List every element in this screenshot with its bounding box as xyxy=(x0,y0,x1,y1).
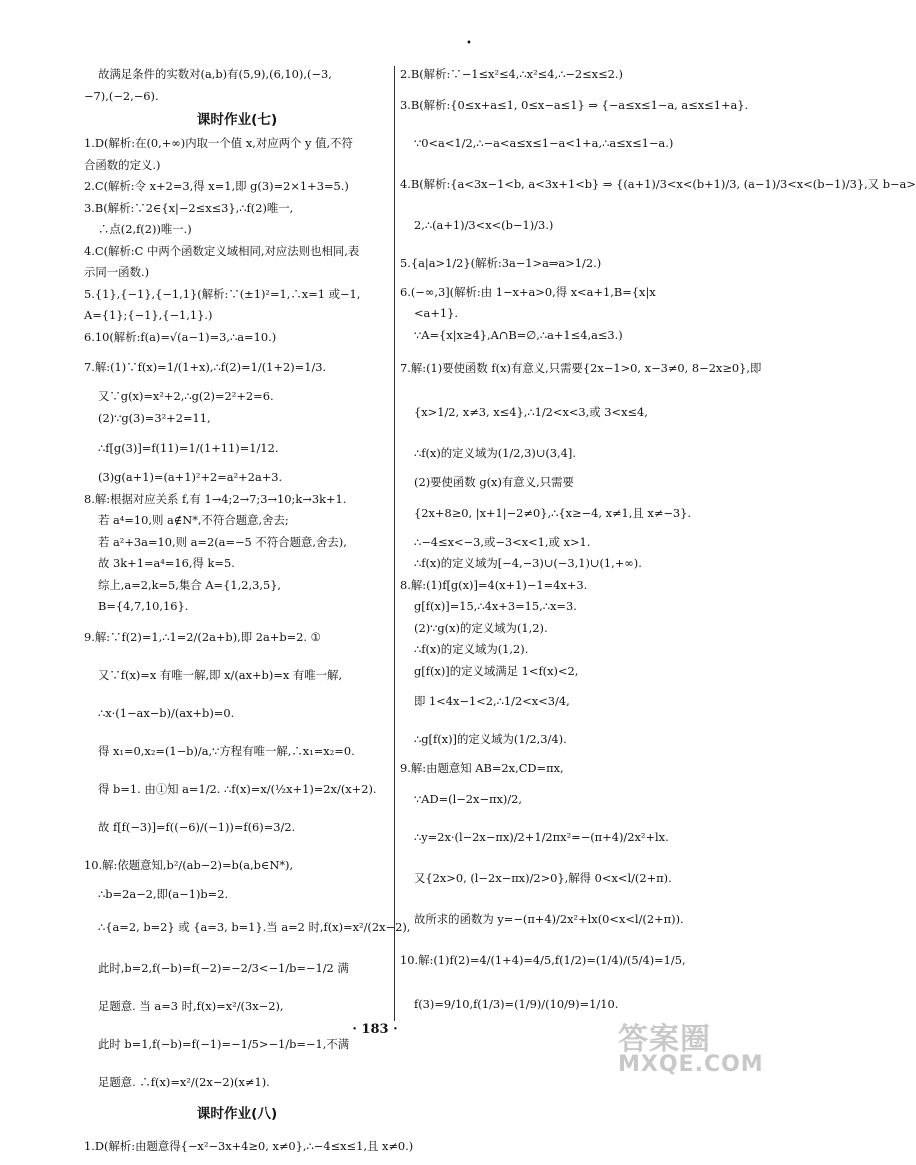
right-column xyxy=(400,64,916,1024)
left-text-line: 2.C(解析:令 x+2=3,得 x=1,即 g(3)=2×1+3=5.) xyxy=(84,179,349,193)
left-text-line: 若 a⁴=10,则 a∉N*,不符合题意,舍去; xyxy=(98,513,289,527)
left-text-line: 8.解:根据对应关系 f,有 1→4;2→7;3→10;k→3k+1. xyxy=(84,491,347,506)
right-text-line: 7.解:(1)要使函数 f(x)有意义,只需要{2x−1>0, x−3≠0, 8−2x≥0},即 xyxy=(400,361,762,375)
left-text-line: 故 f[f(−3)]=f((−6)/(−1))=f(6)=3/2. xyxy=(98,819,296,834)
left-text-line: 6.10(解析:f(a)=√(a−1)=3,∴a=10.) xyxy=(84,329,277,344)
left-text-line: ∴f[g(3)]=f(11)=1/(1+11)=1/12. xyxy=(98,441,279,455)
left-text-line: 故满足条件的实数对(a,b)有(5,9),(6,10),(−3, xyxy=(98,67,332,81)
right-text-line: ∴−4≤x<−3,或−3<x<1,或 x>1. xyxy=(414,534,591,549)
right-text-line: 4.B(解析:{a<3x−1<b, a<3x+1<b} ⇒ {(a+1)/3<x<(b+1)/3, (a−1)/3<x<(b−1)/3},又 b−a> xyxy=(400,176,916,191)
right-text-line: 6.(−∞,3](解析:由 1−x+a>0,得 x<a+1,B={x|x xyxy=(400,284,656,299)
right-text-line: 故所求的函数为 y=−(π+4)/2x²+lx(0<x<l/(2+π)). xyxy=(414,911,684,926)
left-section-title: 课时作业(八) xyxy=(196,1106,278,1122)
right-text-line: ∴y=2x·(l−2x−πx)/2+1/2πx²=−(π+4)/2x²+lx. xyxy=(414,829,669,844)
watermark-bottom-text: MXQE.COM xyxy=(618,1052,764,1077)
right-text-line: ∴f(x)的定义域为(1/2,3)∪(3,4]. xyxy=(414,446,576,460)
right-text-line: ∴f(x)的定义域为[−4,−3)∪(−3,1)∪(1,+∞). xyxy=(414,556,642,570)
left-text-line: 7.解:(1)∵f(x)=1/(1+x),∴f(2)=1/(1+2)=1/3. xyxy=(84,360,327,374)
left-text-line: 4.C(解析:C 中两个函数定义域相同,对应法则也相同,表 xyxy=(84,243,360,258)
left-text-line: 得 x₁=0,x₂=(1−b)/a,∵方程有唯一解,∴x₁=x₂=0. xyxy=(98,743,355,758)
right-text-line: 又{2x>0, (l−2x−πx)/2>0},解得 0<x<l/(2+π). xyxy=(414,870,672,885)
left-text-line: 足题意. 当 a=3 时,f(x)=x²/(3x−2), xyxy=(98,999,284,1013)
left-text-line: 若 a²+3a=10,则 a=2(a=−5 不符合题意,舍去), xyxy=(98,534,347,549)
right-text-line: (2)要使函数 g(x)有意义,只需要 xyxy=(414,475,574,489)
left-text-line: ∴点(2,f(2))唯一.) xyxy=(98,222,192,236)
left-text-line: 又∵f(x)=x 有唯一解,即 x/(ax+b)=x 有唯一解, xyxy=(98,667,343,682)
left-text-line: −7),(−2,−6). xyxy=(84,88,159,103)
left-text-line: 5.{1},{−1},{−1,1}(解析:∵(±1)²=1,∴x=1 或−1, xyxy=(84,286,361,301)
right-text-line: ∴f(x)的定义域为(1,2). xyxy=(414,642,529,656)
right-text-line: 8.解:(1)f[g(x)]=4(x+1)−1=4x+3. xyxy=(400,577,588,592)
left-text-line: A={1};{−1},{−1,1}.) xyxy=(84,308,213,322)
left-text-line: 综上,a=2,k=5,集合 A={1,2,3,5}, xyxy=(98,577,282,592)
right-text-line: <a+1}. xyxy=(414,306,458,320)
left-section-title: 课时作业(七) xyxy=(196,112,278,128)
right-text-line: g[f(x)]=15,∴4x+3=15,∴x=3. xyxy=(414,599,577,613)
right-text-line: g[f(x)]的定义域满足 1<f(x)<2, xyxy=(414,663,579,678)
left-text-line: 故 3k+1=a⁴=16,得 k=5. xyxy=(98,556,235,570)
left-text-line: 1.D(解析:在(0,+∞)内取一个值 x,对应两个 y 值,不符 xyxy=(84,136,353,150)
left-text-line: 此时,b=2,f(−b)=f(−2)=−2/3<−1/b=−1/2 满 xyxy=(98,961,349,975)
right-text-line: 5.{a|a>1/2}(解析:3a−1>a⇒a>1/2.) xyxy=(400,255,602,270)
left-text-line: B={4,7,10,16}. xyxy=(98,599,189,613)
right-text-line: ∴g[f(x)]的定义域为(1/2,3/4). xyxy=(414,732,567,746)
column-divider xyxy=(394,66,395,1021)
top-mark: • xyxy=(466,38,472,49)
right-text-line: 9.解:由题意知 AB=2x,CD=πx, xyxy=(400,761,564,775)
right-text-line: ∵A={x|x≥4},A∩B=∅,∴a+1≤4,a≤3.) xyxy=(414,327,623,342)
watermark-logo xyxy=(618,1014,764,1080)
right-text-line: 3.B(解析:{0≤x+a≤1, 0≤x−a≤1} ⇒ {−a≤x≤1−a, a≤x≤1+a}. xyxy=(400,97,749,112)
page-number: · 183 · xyxy=(352,1022,398,1037)
right-text-line: 10.解:(1)f(2)=4/(1+4)=4/5,f(1/2)=(1/4)/(5/4)=1/5, xyxy=(400,952,686,967)
left-text-line: 9.解:∵f(2)=1,∴1=2/(2a+b),即 2a+b=2. ① xyxy=(84,629,321,644)
right-text-line: 2.B(解析:∵−1≤x²≤4,∴x²≤4,∴−2≤x≤2.) xyxy=(400,67,623,81)
right-text-line: 2,∴(a+1)/3<x<(b−1)/3.) xyxy=(414,217,554,232)
right-text-line: {2x+8≥0, |x+1|−2≠0},∴{x≥−4, x≠1,且 x≠−3}. xyxy=(414,505,692,520)
left-text-line: 1.D(解析:由题意得{−x²−3x+4≥0, x≠0},∴−4≤x≤1,且 x≠0.) xyxy=(84,1139,414,1153)
right-text-line: ∵0<a<1/2,∴−a<a≤x≤1−a<1+a,∴a≤x≤1−a.) xyxy=(414,135,674,150)
left-text-line: 此时 b=1,f(−b)=f(−1)=−1/5>−1/b=−1,不满 xyxy=(98,1037,350,1051)
left-text-line: 又∵g(x)=x²+2,∴g(2)=2²+2=6. xyxy=(98,389,274,403)
left-text-line: 得 b=1. 由①知 a=1/2. ∴f(x)=x/(½x+1)=2x/(x+2). xyxy=(98,781,377,796)
left-text-line: 3.B(解析:∵2∈{x|−2≤x≤3},∴f(2)唯一, xyxy=(84,200,294,215)
left-text-line: ∴b=2a−2,即(a−1)b=2. xyxy=(98,886,229,901)
left-text-line: 10.解:依题意知,b²/(ab−2)=b(a,b∈N*), xyxy=(84,857,294,872)
left-text-line: 合函数的定义.) xyxy=(84,157,161,172)
left-text-line: 示同一函数.) xyxy=(84,265,150,279)
right-text-line: (2)∵g(x)的定义域为(1,2). xyxy=(414,620,548,635)
right-text-line: f(3)=9/10,f(1/3)=(1/9)/(10/9)=1/10. xyxy=(414,996,619,1011)
left-text-line: (3)g(a+1)=(a+1)²+2=a²+2a+3. xyxy=(98,470,283,484)
right-text-line: {x>1/2, x≠3, x≤4},∴1/2<x<3,或 3<x≤4, xyxy=(414,405,648,419)
left-text-line: ∴{a=2, b=2} 或 {a=3, b=1}.当 a=2 时,f(x)=x²/(2x−2), xyxy=(98,920,411,934)
right-text-line: ∵AD=(l−2x−πx)/2, xyxy=(414,791,523,806)
watermark-top-text: 答案圈 xyxy=(618,1022,711,1057)
right-text-line: 即 1<4x−1<2,∴1/2<x<3/4, xyxy=(414,694,570,708)
left-text-line: 足题意. ∴f(x)=x²/(2x−2)(x≠1). xyxy=(98,1075,270,1089)
left-text-line: (2)∵g(3)=3²+2=11, xyxy=(98,410,211,425)
left-text-line: ∴x·(1−ax−b)/(ax+b)=0. xyxy=(98,705,235,720)
